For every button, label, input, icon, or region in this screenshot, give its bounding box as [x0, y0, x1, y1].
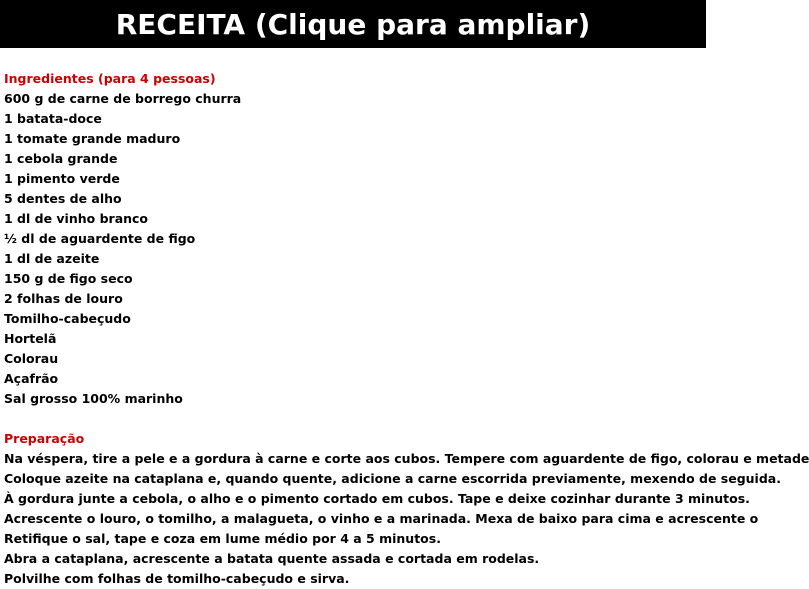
section-spacer — [4, 409, 704, 429]
ingredient-item: 1 cebola grande — [4, 151, 118, 166]
preparation-steps — [4, 449, 809, 589]
ingredient-item: Açafrão — [4, 371, 59, 386]
ingredient-item: Colorau — [4, 351, 59, 366]
ingredient-item: 2 folhas de louro — [4, 291, 123, 306]
ingredient-item: ½ dl de aguardente de figo — [4, 231, 196, 246]
preparation-step: Coloque azeite na cataplana e, quando quente, adicione a carne escorrida previamente, mexendo de seguida. — [4, 471, 781, 486]
ingredient-item: 600 g de carne de borrego churra — [4, 91, 242, 106]
ingredient-item: 150 g de figo seco — [4, 271, 133, 286]
preparation-step: À gordura junte a cebola, o alho e o pimento cortado em cubos. Tape e deixe cozinhar durante 3 minutos. — [4, 491, 750, 506]
recipe-banner[interactable] — [0, 0, 706, 48]
preparation-step: Abra a cataplana, acrescente a batata quente assada e cortada em rodelas. — [4, 551, 540, 566]
ingredient-item: 5 dentes de alho — [4, 191, 122, 206]
ingredient-item: 1 pimento verde — [4, 171, 120, 186]
ingredient-item: Hortelã — [4, 331, 57, 346]
preparation-step: Acrescente o louro, o tomilho, a malagueta, o vinho e a marinada. Mexa de baixo para cima e acrescente o — [4, 511, 759, 526]
banner-title[interactable]: RECEITA (Clique para ampliar) — [115, 7, 591, 41]
ingredient-item: 1 batata-doce — [4, 111, 102, 126]
ingredient-item: Sal grosso 100% marinho — [4, 391, 183, 406]
ingredient-item: 1 dl de vinho branco — [4, 211, 149, 226]
ingredient-item: 1 tomate grande maduro — [4, 131, 181, 146]
preparation-heading: Preparação — [4, 431, 85, 446]
recipe-content — [4, 69, 809, 589]
preparation-step: Retifique o sal, tape e coza em lume médio por 4 a 5 minutos. — [4, 531, 441, 546]
ingredient-item: 1 dl de azeite — [4, 251, 100, 266]
ingredient-item: Tomilho-cabeçudo — [4, 311, 131, 326]
preparation-step: Na véspera, tire a pele e a gordura à carne e corte aos cubos. Tempere com aguardente de figo, colorau e metade — [4, 451, 809, 466]
ingredients-heading: Ingredientes (para 4 pessoas) — [4, 71, 216, 86]
preparation-step: Polvilhe com folhas de tomilho-cabeçudo e sirva. — [4, 571, 350, 586]
ingredients-list — [4, 89, 704, 409]
